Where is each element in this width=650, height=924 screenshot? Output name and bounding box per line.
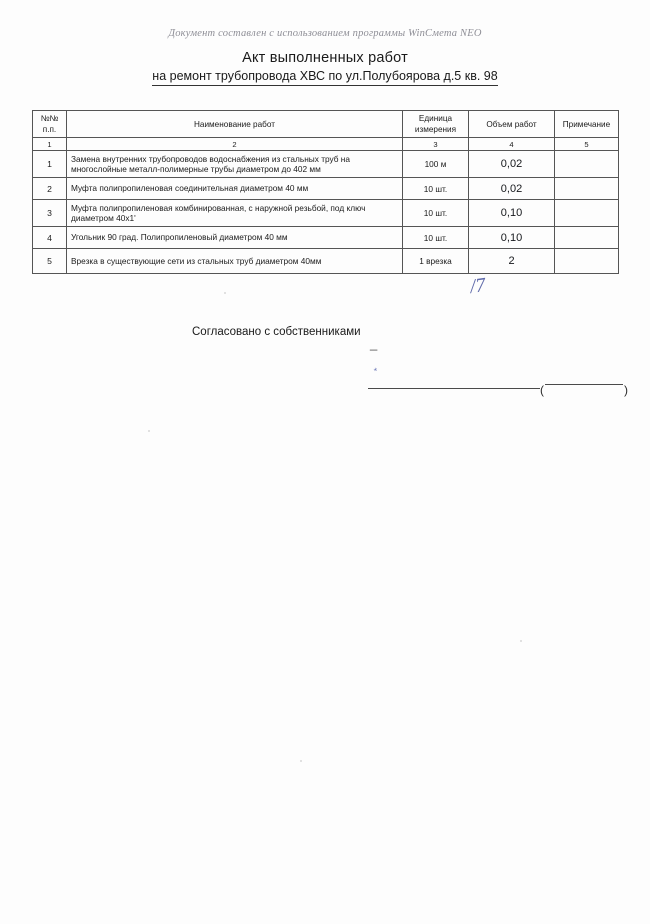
row-note	[555, 227, 619, 249]
row-number: 1	[33, 151, 67, 178]
paper-speck-icon	[224, 292, 226, 294]
header-number	[33, 111, 67, 138]
colnum-1: 1	[33, 138, 67, 151]
table-row	[33, 227, 619, 249]
colnum-4: 4	[469, 138, 555, 151]
row-volume: 0,10	[469, 200, 555, 227]
handwritten-dash-icon: _	[370, 336, 378, 351]
handwritten-mark-icon: /7	[468, 274, 487, 298]
handwritten-dot-icon: *	[373, 365, 379, 377]
row-unit: 1 врезка	[403, 249, 469, 274]
header-unit-line2: измерения	[414, 125, 457, 134]
header-name: Наименование работ	[67, 111, 403, 138]
header-unit	[403, 111, 469, 138]
table-header-row	[33, 111, 619, 138]
paper-speck-icon	[300, 760, 302, 762]
title-block	[0, 50, 650, 86]
row-unit: 10 шт.	[403, 178, 469, 200]
row-number: 3	[33, 200, 67, 227]
row-note	[555, 151, 619, 178]
signature-underline	[368, 387, 540, 389]
colnum-5: 5	[555, 138, 619, 151]
row-note	[555, 249, 619, 274]
table-row	[33, 151, 619, 178]
works-table	[32, 110, 619, 274]
page-title: Акт выполненных работ	[242, 50, 408, 66]
row-work-name: Муфта полипропиленовая соединительная диаметром 40 мм	[67, 178, 403, 200]
header-number-line1: №№	[40, 114, 59, 123]
signature-name-underline	[545, 383, 623, 385]
row-number: 2	[33, 178, 67, 200]
signature-line	[368, 383, 630, 397]
row-work-name: Муфта полипропиленовая комбинированная, с наружной резьбой, под ключ диаметром 40х1'	[67, 200, 403, 227]
table-header	[33, 111, 619, 151]
table-row	[33, 178, 619, 200]
colnum-3: 3	[403, 138, 469, 151]
row-unit: 10 шт.	[403, 200, 469, 227]
row-volume: 0,02	[469, 178, 555, 200]
row-note	[555, 178, 619, 200]
row-number: 5	[33, 249, 67, 274]
table-body	[33, 151, 619, 274]
approval-label: Согласовано с собственниками	[192, 326, 361, 338]
paper-speck-icon	[520, 640, 522, 642]
row-work-name: Врезка в существующие сети из стальных труб диаметром 40мм	[67, 249, 403, 274]
header-volume: Объем работ	[469, 111, 555, 138]
header-note: Примечание	[555, 111, 619, 138]
row-unit: 10 шт.	[403, 227, 469, 249]
paper-speck-icon	[148, 430, 150, 432]
header-number-line2: п.п.	[42, 125, 57, 134]
row-unit: 100 м	[403, 151, 469, 178]
page-subtitle: на ремонт трубопровода ХВС по ул.Полубоярова д.5 кв. 98	[152, 69, 497, 86]
colnum-2: 2	[67, 138, 403, 151]
table-row	[33, 249, 619, 274]
column-number-row	[33, 138, 619, 151]
row-volume: 0,02	[469, 151, 555, 178]
row-number: 4	[33, 227, 67, 249]
row-work-name: Замена внутренних трубопроводов водоснабжения из стальных труб на многослойные металл-полимерные трубы диаметром до 402 мм	[67, 151, 403, 178]
header-unit-line1: Единица	[418, 114, 453, 123]
signature-paren-close: )	[624, 383, 628, 397]
row-volume: 2	[469, 249, 555, 274]
watermark-text: Документ составлен с использованием программы WinСмета NEO	[168, 28, 482, 39]
row-volume: 0,10	[469, 227, 555, 249]
signature-paren-open: (	[540, 383, 544, 397]
row-work-name: Угольник 90 град. Полипропиленовый диаметром 40 мм	[67, 227, 403, 249]
row-note	[555, 200, 619, 227]
table-row	[33, 200, 619, 227]
